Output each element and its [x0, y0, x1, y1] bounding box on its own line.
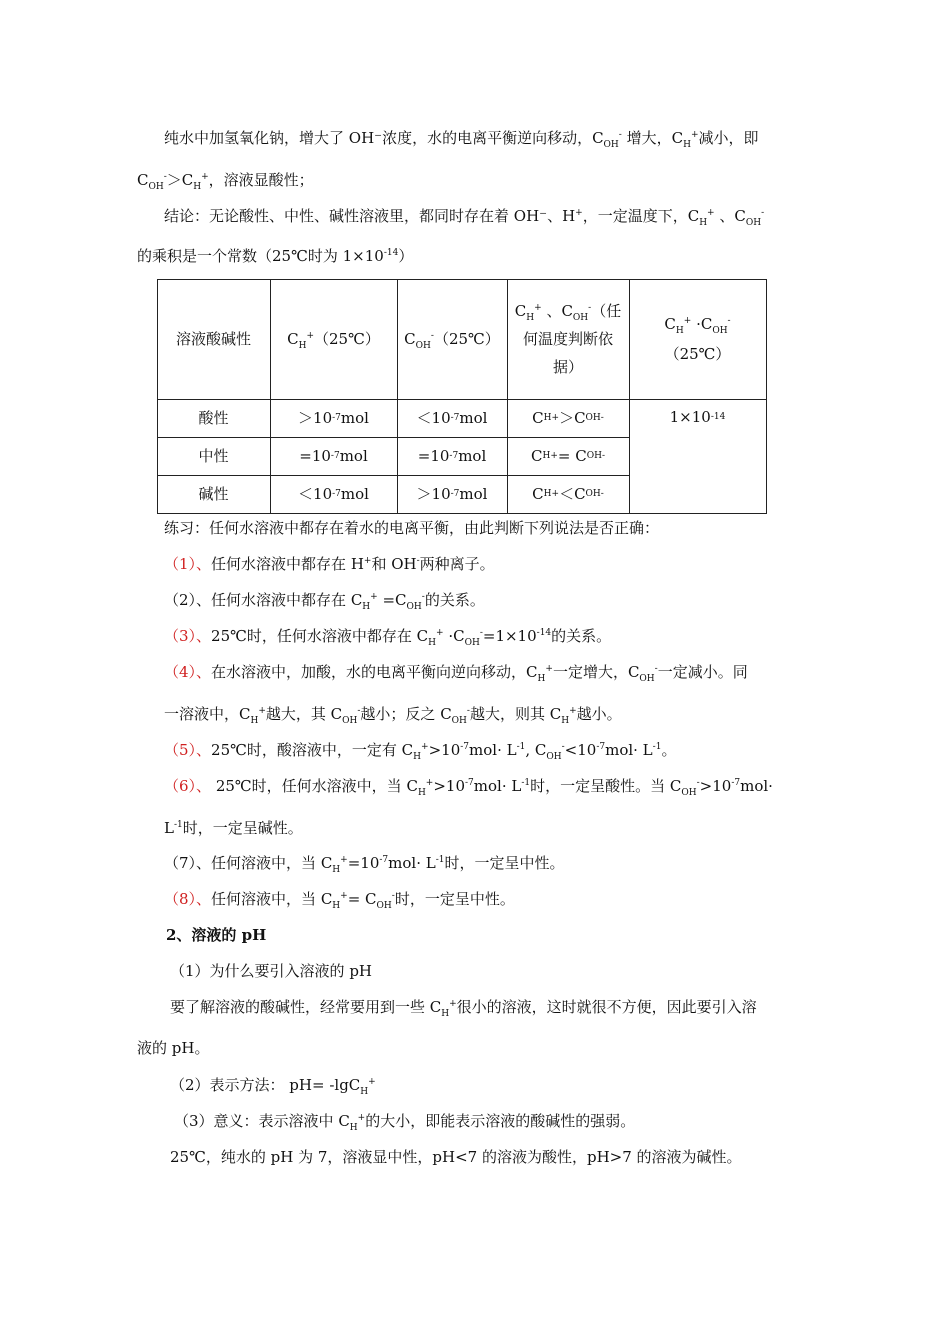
paragraph-1-line-1 [164, 128, 759, 148]
text: 减小，即 [698, 129, 759, 147]
section-last: 25℃，纯水的 pH 为 7，溶液显中性，pH<7 的溶液为酸性，pH>7 的溶液为碱性。 [170, 1148, 742, 1166]
text: 结论：无论酸性、中性、碱性溶液里，都同时存在着 OH⁻、H [164, 207, 576, 225]
text: 增大，C [626, 129, 684, 147]
text: C [137, 171, 149, 189]
item-number: （6）、 [164, 777, 212, 795]
text: ，溶液显酸性； [208, 171, 314, 189]
item-number: （2）、 [164, 591, 212, 609]
section-q1-text-1: 要了解溶液的酸碱性，经常要用到一些 $C_H^+$很小的溶液，这时就很不方便，因此要引入溶 [170, 998, 757, 1019]
paragraph-1-line-2 [137, 170, 314, 190]
item-number: （3）、 [164, 627, 212, 645]
acid-base-table [157, 279, 767, 514]
text: $C_H^+ \cdot C_{OH}^-$ [664, 315, 731, 336]
row-base-coh: ＞10 -7 mol [416, 485, 488, 503]
text: （25℃） [664, 345, 731, 363]
text: ，一定温度下，C [582, 207, 700, 225]
exercise-item-4: （4）、在水溶液中，加酸，水的电离平衡向逆向移动，$C_H^+$一定增大，$C_{OH}^-$一定减小。同 [164, 663, 748, 684]
exercise-intro: 练习：任何水溶液中都存在着水的电离平衡，由此判断下列说法是否正确： [164, 519, 660, 537]
text: 溶液酸碱性 [175, 330, 251, 348]
exercise-item-4-cont: 一溶液中，$C_H^+$越大，其 $C_{OH}^-$越小；反之 $C_{OH}^-$越大，则其 $C_H^+$越小。 [164, 705, 622, 726]
sub: H [193, 182, 202, 192]
header-criterion [507, 279, 629, 399]
exercise-item-6-cont: $L^{-1}$时，一定呈碱性。 [164, 819, 303, 837]
text: $C_H^+(25℃)$ [287, 330, 380, 351]
text: 纯水中加氢氧化钠，增大了 OH⁻浓度，水的电离平衡逆向移动，C [164, 129, 604, 147]
sub: H [699, 218, 708, 228]
section-q1-text-2: 液的 pH。 [137, 1039, 210, 1057]
sup: + [707, 208, 715, 218]
text: 、C [719, 207, 746, 225]
sup: - [761, 208, 765, 218]
sup: + [575, 208, 583, 218]
row-acid-rel: C H + ＞C OH - [532, 409, 604, 427]
section-q1: （1）为什么要引入溶液的 pH [170, 962, 372, 980]
exercise-item-1: （1）、任何水溶液中都存在 H+和 OH-两种离子。 [164, 555, 495, 573]
row-base-rel: C H + ＜C OH - [532, 485, 604, 503]
exercise-item-3: （3）、25℃时，任何水溶液中都存在 $C_H^+ \cdot C_{OH}^-=1\times 10^{-14}$的关系。 [164, 627, 612, 648]
item-number: （1）、 [164, 555, 212, 573]
row-neutral-ch: =10 -7 mol [299, 447, 368, 465]
sup: - [163, 172, 167, 182]
text: ＞C [166, 171, 194, 189]
header-acidity [157, 279, 270, 399]
text: 何温度判断依 [522, 330, 613, 348]
sub: H [683, 140, 691, 150]
item-number: （5）、 [164, 741, 212, 759]
row-acid-coh: ＜10 -7 mol [416, 409, 488, 427]
section-q2: （2）表示方法： pH= -lgC$_H$+ [170, 1076, 376, 1097]
sub: OH [148, 182, 164, 192]
sub: OH [745, 218, 762, 228]
row-base-ch: ＜10 -7 mol [298, 485, 369, 503]
section-q3: （3）意义：表示溶液中 $C_H^+$的大小，即能表示溶液的酸碱性的强弱。 [174, 1112, 636, 1133]
header-coh [397, 279, 507, 399]
row-neutral-coh: =10 -7 mol [417, 447, 487, 465]
item-number: （7）、 [164, 854, 212, 872]
text: ） [398, 247, 414, 265]
sup: + [690, 130, 699, 140]
sup: - [618, 130, 622, 140]
exercise-item-8: （8）、任何溶液中，当 $C_H^+= C_{OH}^-$时，一定呈中性。 [164, 890, 515, 911]
item-number: （4）、 [164, 663, 212, 681]
exercise-item-5: （5）、25℃时，酸溶液中，一定有 $C_H^+>10^{-7}mol\cdot L^{-1}$, $C_{OH}^-<10^{-7}mol\cdot L^{-1}$。 [164, 741, 677, 762]
sup: -14 [383, 248, 399, 258]
section-heading: 2、溶液的 pH [166, 926, 267, 944]
exercise-item-7: （7）、任何溶液中，当 $C_H^+=10^{-7}mol\cdot L^{-1}$时，一定呈中性。 [164, 854, 565, 875]
conclusion-line-1 [164, 206, 764, 226]
conclusion-line-2 [137, 246, 413, 266]
text: $C_H^+$ 、$C_{OH}^-$（任 [514, 302, 622, 323]
row-base-label: 碱性 [198, 485, 229, 503]
sub: OH [603, 140, 619, 150]
text: 据） [552, 358, 583, 376]
row-acid-ch: ＞10 -7 mol [298, 409, 369, 427]
row-acid-label: 酸性 [198, 409, 229, 427]
text: $C_{OH}^-(25℃)$ [404, 330, 500, 351]
item-number: （8）、 [164, 890, 212, 908]
text: 的乘积是一个常数（25℃时为 1×10 [137, 247, 384, 265]
exercise-item-6: （6）、 25℃时，任何水溶液中，当 $C_H^+>10^{-7}mol\cdot L^{-1}$时，一定呈酸性。当 $C_{OH}^->10^{-7}mol\cdot$ [164, 777, 773, 798]
row-neutral-rel: C H + = C OH - [531, 447, 605, 465]
header-product [629, 279, 766, 399]
header-ch [270, 279, 397, 399]
exercise-item-2: （2）、任何水溶液中都存在 $C_H^+ =C_{OH}^-$的关系。 [164, 591, 485, 612]
sup: + [201, 172, 209, 182]
product-value: 1×10 -14 [669, 408, 726, 426]
row-neutral-label: 中性 [198, 447, 229, 465]
